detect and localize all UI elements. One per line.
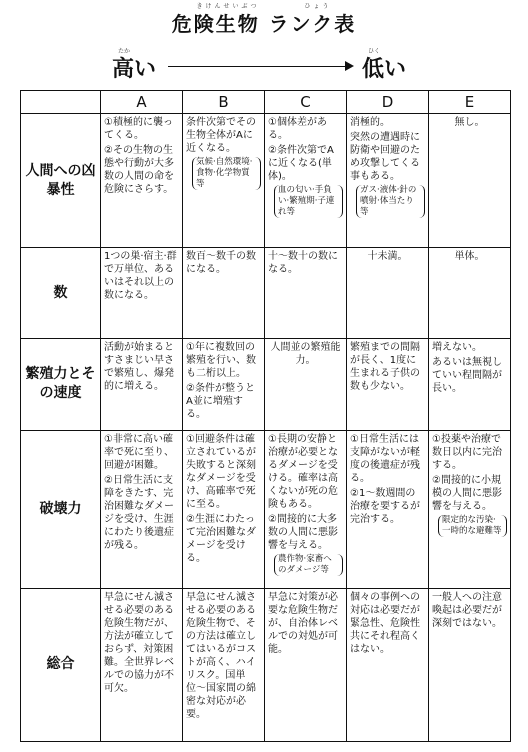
cell-aggression-a: [101, 114, 183, 248]
cell-text: 早急にせん滅させる必要のある危険生物だが、方法が確立しておらず、対策困難。全世界レベルでの協力が不可欠。: [104, 591, 174, 694]
cell-text: ①回避条件は確立されているが失敗すると深刻なダメージを受け、高確率で死に至る。: [186, 434, 256, 511]
column-header-d: D: [347, 91, 429, 114]
cell-text: 突然の遭遇時に防衛や回避のため攻撃してくる事もある。: [350, 132, 420, 182]
cell-note: 限定的な汚染·一時的な避難等: [438, 515, 507, 537]
column-header-a: A: [101, 91, 183, 114]
scale-low-label: 低い: [362, 57, 407, 82]
cell-number-e: [429, 248, 511, 338]
cell-text: ②その生物の生態や行動が大多数の人間の命を危険にさらす。: [104, 145, 174, 195]
cell-aggression-d: [347, 114, 429, 248]
cell-reproduction-d: [347, 338, 429, 430]
column-header-b: B: [183, 91, 265, 114]
table-row-destructive-power: [21, 431, 511, 589]
cell-text: 増えない。: [432, 341, 482, 353]
cell-overall-e: [429, 588, 511, 741]
cell-text: ①投薬や治療で数日以内に完治する。: [432, 434, 502, 472]
corner-cell: [21, 91, 101, 114]
cell-overall-c: [265, 588, 347, 741]
cell-text: 無し。: [454, 117, 485, 128]
title-ruby: きけんせいぶつ ひょう: [196, 3, 332, 10]
cell-text: ②1〜数週間の治療を要するが完治する。: [350, 488, 420, 526]
column-header-c: C: [265, 91, 347, 114]
cell-text: 1つの巣·宿主·群で万単位、あるいはそれ以上の数になる。: [104, 251, 177, 302]
table-row-number: [21, 248, 511, 338]
cell-text: ②条件次第でAに近くなる(単体)。: [268, 145, 334, 182]
cell-text: ①非常に高い確率で死に至り、回避が困難。: [104, 434, 174, 472]
row-header-reproduction: 繁殖力とその速度: [21, 338, 101, 430]
header-row: [21, 91, 511, 114]
cell-destructive-power-a: [101, 431, 183, 589]
cell-text: あるいは無視していい程間隔が長い。: [432, 356, 502, 394]
cell-note: 農作物·家畜へのダメージ等: [274, 554, 343, 576]
cell-aggression-c: [265, 114, 347, 248]
table-row-reproduction: [21, 338, 511, 430]
high-ruby: たか: [118, 48, 131, 55]
cell-text: ①積極的に襲ってくる。: [104, 117, 173, 141]
cell-text: ②条件が整うとA並に増殖する。: [186, 382, 255, 420]
cell-text: 個々の事例への対応は必要だが緊急性、危険性共にそれ程高くはない。: [350, 591, 420, 655]
cell-number-b: [183, 248, 265, 338]
cell-note: ガス·液体·針の噴射·体当たり等: [356, 185, 425, 218]
cell-text: ①長期の安静と治療が必要となるダメージを受ける。確率は高くないが死の危険もある。: [268, 434, 338, 511]
cell-text: 繁殖までの間隔が長く、1度に生まれる子供の数も少ない。: [350, 341, 420, 392]
cell-text: 早急にせん滅させる必要のある危険生物で、その方法は確立してはいるがコストが高く、ハイリスク。国単位〜国家間の綿密な対応が必要。: [186, 591, 256, 720]
cell-number-d: [347, 248, 429, 338]
cell-destructive-power-d: [347, 431, 429, 589]
table-row-overall: [21, 588, 511, 741]
cell-destructive-power-e: [429, 431, 511, 589]
cell-text: 消極的。: [350, 117, 390, 128]
cell-text: 人間並の繁殖能力。: [270, 341, 341, 366]
row-header-number: 数: [21, 248, 101, 338]
cell-reproduction-a: [101, 338, 183, 430]
right-arrow-icon: [168, 66, 352, 67]
low-ruby: ひく: [368, 48, 381, 55]
cell-text: ②間接的に小規模の人間に悪影響を与える。: [432, 475, 502, 513]
cell-reproduction-b: [183, 338, 265, 430]
row-header-aggression: 人間への凶暴性: [21, 114, 101, 248]
cell-note: 血の匂い·手負い·繁殖期·子連れ等: [274, 185, 343, 218]
cell-overall-d: [347, 588, 429, 741]
cell-number-c: [265, 248, 347, 338]
cell-text: ②日常生活に支障をきたす、完治困難なダメージを受け、生涯にわたり後遺症が残る。: [104, 475, 174, 552]
cell-aggression-b: [183, 114, 265, 248]
cell-text: ①個体差がある。: [268, 117, 327, 141]
scale-high-label: 高い: [112, 57, 157, 82]
cell-text: 一般人への注意喚起は必要だが深刻ではない。: [432, 591, 502, 629]
cell-text: ②生涯にわたって完治困難なダメージを受ける。: [186, 514, 256, 565]
cell-text: 活動が始まるとすさまじい早さで繁殖し、爆発的に増える。: [104, 341, 174, 392]
cell-text: 単体。: [454, 251, 485, 263]
cell-text: ①日常生活には支障がないが軽度の後遺症が残る。: [350, 434, 420, 485]
cell-text: 条件次第でその生物全体がAに近くなる。: [186, 117, 256, 154]
cell-note: 気候·自然環境·食物·化学物質等: [192, 157, 261, 190]
rank-scale: [0, 48, 528, 84]
cell-destructive-power-c: [265, 431, 347, 589]
cell-text: ②間接的に大多数の人間に悪影響を与える。: [268, 514, 338, 552]
table-row-aggression: [21, 114, 511, 248]
cell-overall-b: [183, 588, 265, 741]
title-text: 危険生物 ランク表: [171, 12, 357, 36]
rank-table: [20, 90, 511, 742]
cell-reproduction-c: [265, 338, 347, 430]
cell-number-a: [101, 248, 183, 338]
cell-text: 十〜数十の数になる。: [268, 251, 338, 276]
cell-reproduction-e: [429, 338, 511, 430]
cell-text: ①年に複数回の繁殖を行い、数も二桁以上。: [186, 341, 256, 379]
cell-aggression-e: [429, 114, 511, 248]
page-title: [0, 3, 528, 40]
cell-text: 十未満。: [367, 251, 408, 263]
cell-text: 数百〜数千の数になる。: [186, 251, 256, 276]
row-header-destructive-power: 破壊力: [21, 431, 101, 589]
cell-overall-a: [101, 588, 183, 741]
cell-destructive-power-b: [183, 431, 265, 589]
cell-text: 早急に対策が必要な危険生物だが、自治体レベルでの対処が可能。: [268, 591, 338, 655]
row-header-overall: 総合: [21, 588, 101, 741]
column-header-e: E: [429, 91, 511, 114]
